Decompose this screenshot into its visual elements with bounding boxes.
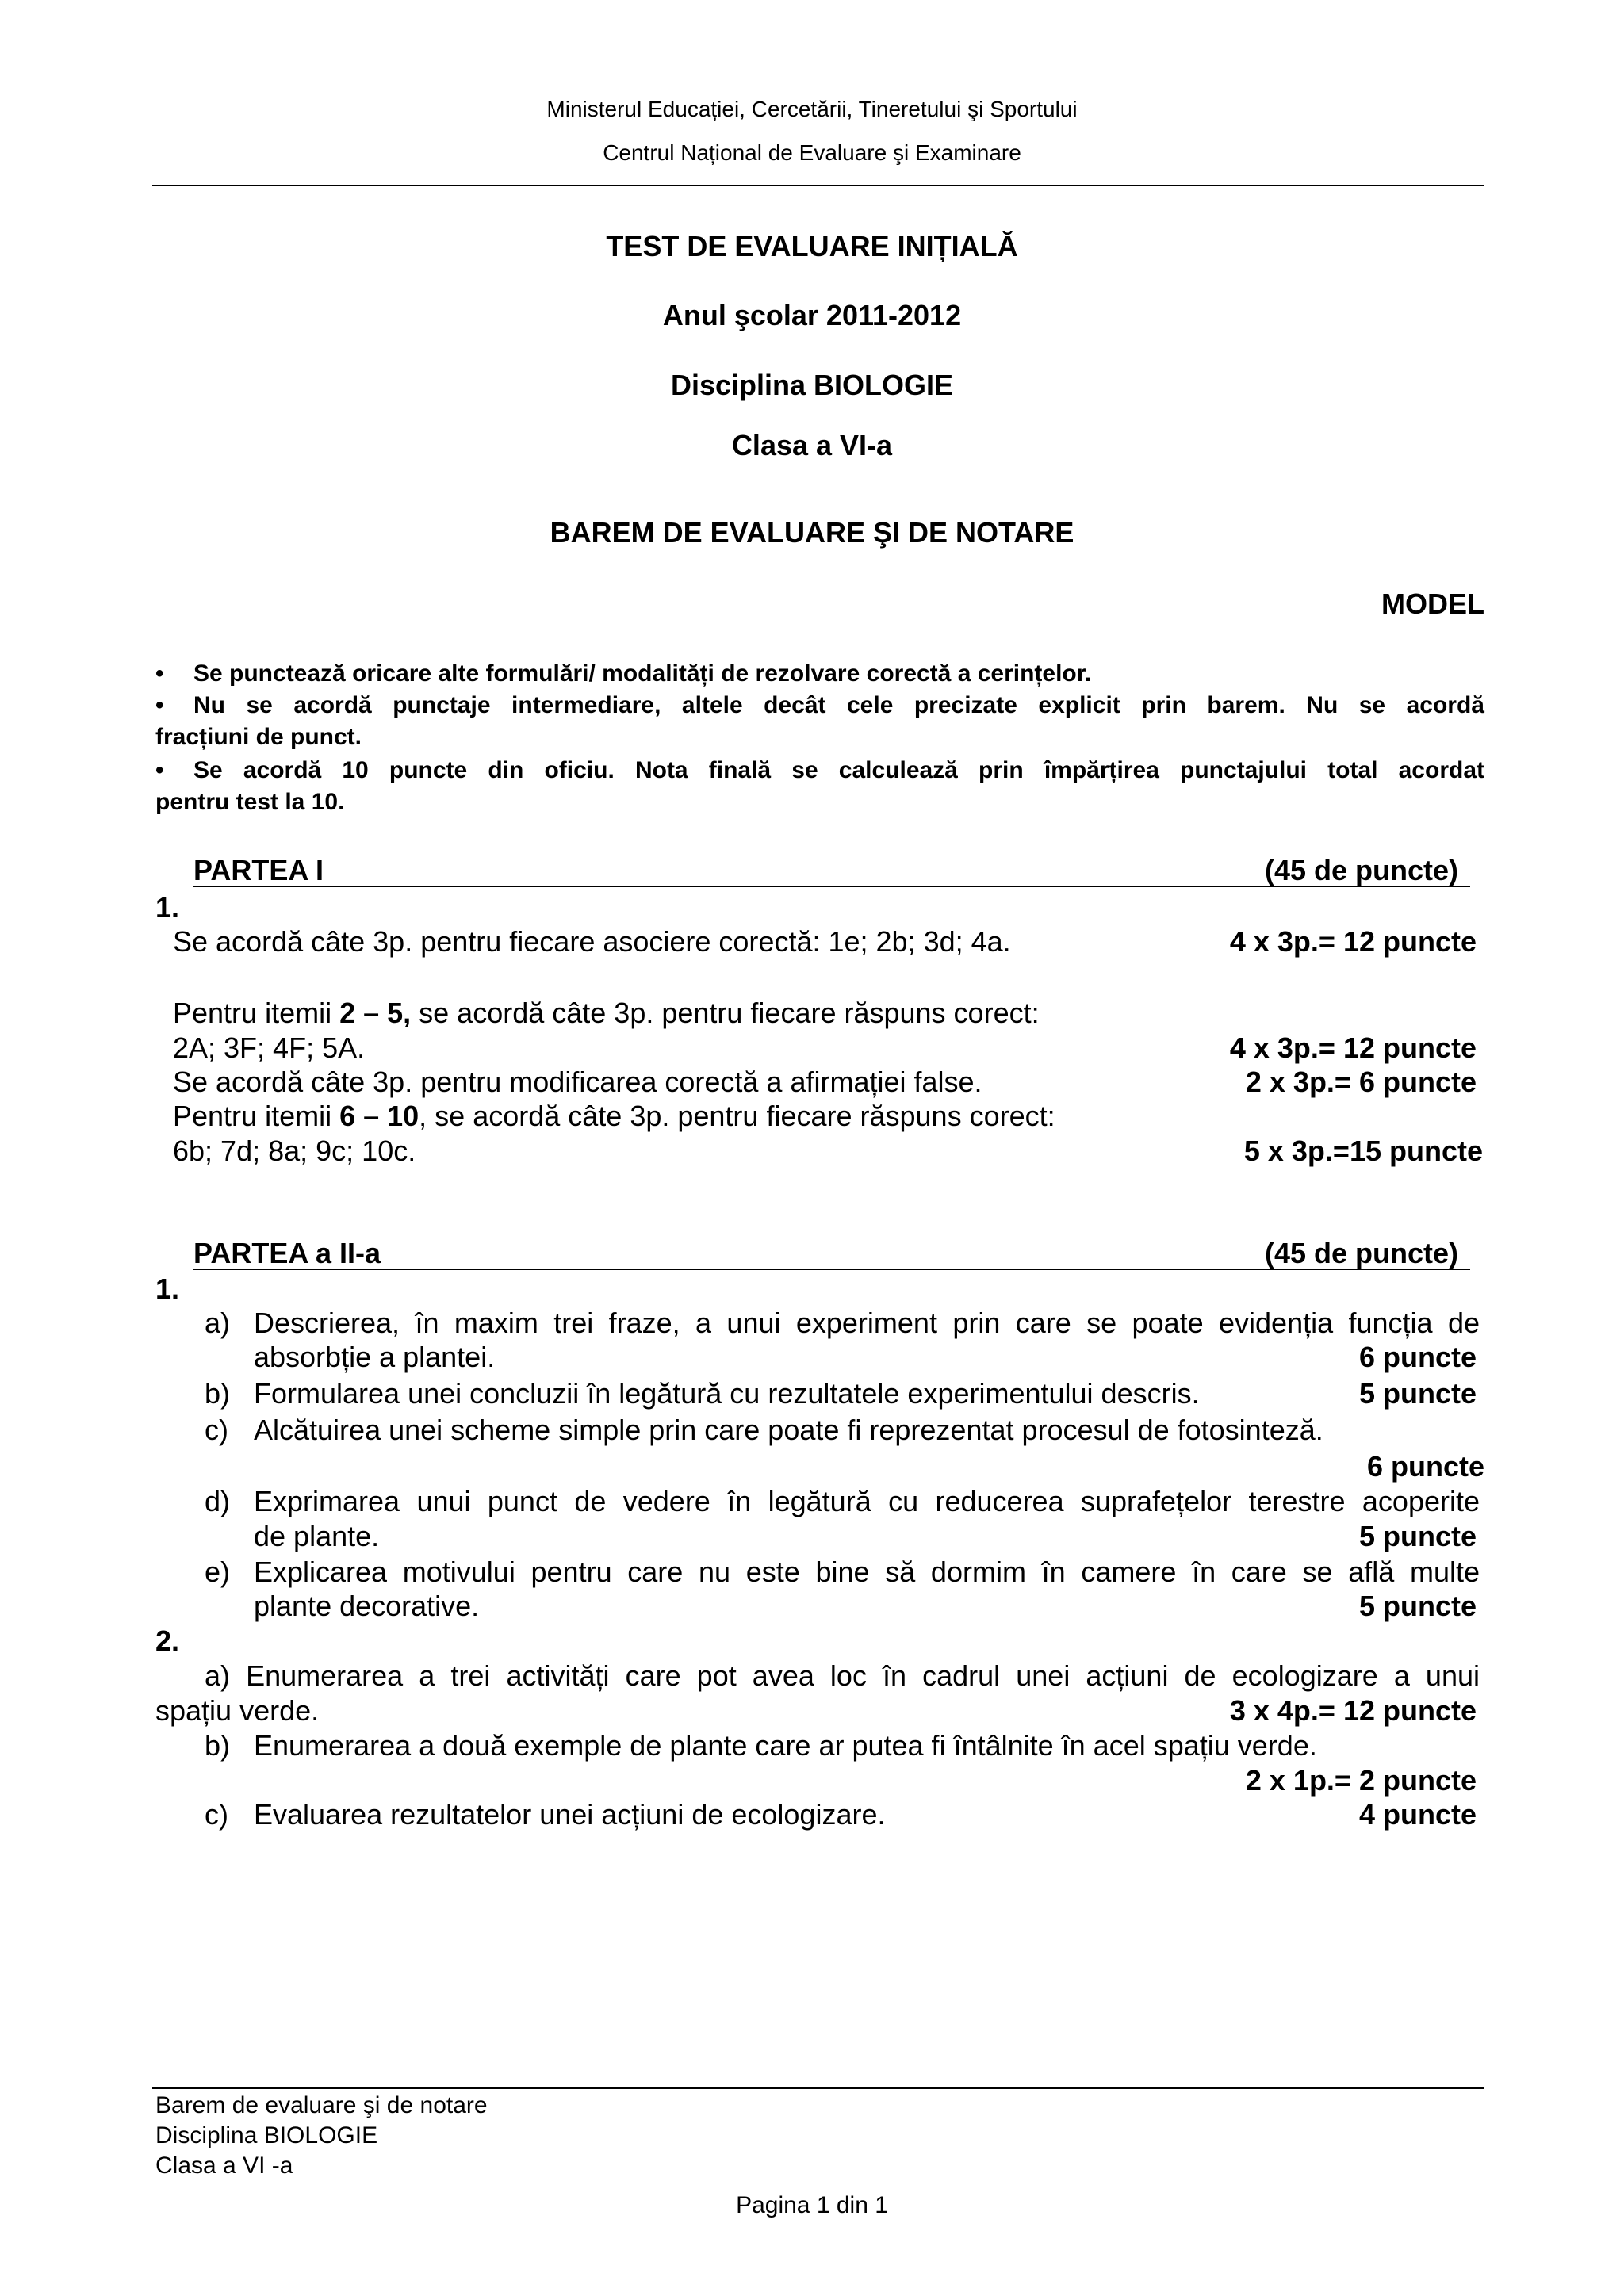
discipline-title: Disciplina BIOLOGIE <box>670 369 954 401</box>
part2-a-line2: absorbție a plantei. <box>254 1341 496 1373</box>
part2-b-line1: Formularea unei concluzii în legătură cu rezultatele experimentului descris. <box>254 1377 1200 1410</box>
part2-2c-label: c) <box>205 1798 228 1831</box>
part1-line5 <box>173 1100 1055 1133</box>
part2-points: (45 de puncte) <box>1265 1237 1459 1269</box>
part1-line2-post: se acordă câte 3p. pentru fiecare răspuns corect: <box>411 997 1040 1029</box>
rule-1: • Se punctează oricare alte formulări/ modalități de rezolvare corectă a cerințelor. <box>155 660 1092 687</box>
footer-barem: Barem de evaluare şi de notare <box>155 2092 488 2118</box>
ministry-name: Ministerul Educației, Cercetării, Tineretului şi Sportului <box>546 97 1078 121</box>
part2-e-line1: Explicarea motivului pentru care nu este bine să dormim în camere în care se află multe <box>254 1556 1480 1588</box>
part2-b-label: b) <box>205 1377 231 1410</box>
part1-line3-score: 4 x 3p.= 12 puncte <box>1229 1031 1477 1064</box>
part2-2a-line1: a) Enumerarea a trei activități care pot avea loc în cadrul unei acțiuni de ecologizare a unui <box>205 1659 1480 1692</box>
barem-title: BAREM DE EVALUARE ŞI DE NOTARE <box>550 516 1074 549</box>
part2-d-label: d) <box>205 1485 231 1517</box>
test-title: TEST DE EVALUARE INIȚIALĂ <box>606 230 1018 262</box>
part2-2b-label: b) <box>205 1729 231 1762</box>
part1-line4-score: 2 x 3p.= 6 puncte <box>1245 1066 1477 1098</box>
part2-a-line1: Descrierea, în maxim trei fraze, a unui experiment prin care se poate evidenția funcția de <box>254 1307 1480 1339</box>
part2-item1-number: 1. <box>155 1272 180 1305</box>
part2-d-score: 5 puncte <box>1358 1520 1477 1552</box>
part2-e-label: e) <box>205 1556 231 1588</box>
part2-2c-line1: Evaluarea rezultatelor unei acțiuni de ecologizare. <box>254 1798 886 1831</box>
part2-d-line1: Exprimarea unui punct de vedere în legătură cu reducerea suprafețelor terestre acoperite <box>254 1485 1480 1517</box>
part1-line2-items: 2 – 5, <box>339 997 412 1029</box>
part1-line5-pre: Pentru itemii <box>173 1100 340 1132</box>
part1-line1: Se acordă câte 3p. pentru fiecare asociere corectă: 1e; 2b; 3d; 4a. <box>173 925 1011 958</box>
part1-line3: 2A; 3F; 4F; 5A. <box>173 1031 366 1064</box>
class-title: Clasa a VI-a <box>731 429 893 461</box>
part2-2a-line2: spațiu verde. <box>155 1694 320 1727</box>
part2-2a-score: 3 x 4p.= 12 puncte <box>1229 1694 1477 1727</box>
part1-underline <box>193 886 1470 887</box>
part1-item1-number: 1. <box>155 891 180 924</box>
rule-2: • Nu se acordă punctaje intermediare, altele decât cele precizate explicit prin barem. Nu se acordă <box>155 692 1484 718</box>
part2-a-score: 6 puncte <box>1358 1341 1477 1373</box>
part2-2b-score: 2 x 1p.= 2 puncte <box>1245 1764 1477 1797</box>
evaluation-center-name: Centrul Național de Evaluare şi Examinare <box>603 140 1021 165</box>
school-year: Anul şcolar 2011-2012 <box>662 299 962 331</box>
rule-2-continuation: fracțiuni de punct. <box>155 724 362 750</box>
footer-divider <box>152 2087 1484 2089</box>
part2-c-line1: Alcătuirea unei scheme simple prin care poate fi reprezentat procesul de fotosinteză. <box>254 1414 1323 1446</box>
part2-item2-number: 2. <box>155 1624 180 1657</box>
rule-3-text-line1: Se acordă 10 puncte din oficiu. Nota finală se calculează prin împărțirea punctajului total acordat <box>193 757 1484 783</box>
part2-a-label: a) <box>205 1307 231 1339</box>
part2-d-line2: de plante. <box>254 1520 380 1552</box>
rule-2-text-line1: Nu se acordă punctaje intermediare, altele decât cele precizate explicit prin barem. Nu se acordă <box>193 692 1484 718</box>
part2-c-label: c) <box>205 1414 228 1446</box>
footer-discipline: Disciplina BIOLOGIE <box>155 2122 378 2149</box>
part1-line2 <box>173 997 1040 1030</box>
part1-line2-pre: Pentru itemii <box>173 997 340 1029</box>
rule-3-continuation: pentru test la 10. <box>155 789 345 815</box>
part2-2c-score: 4 puncte <box>1358 1798 1477 1831</box>
part1-line5-post: , se acordă câte 3p. pentru fiecare răspuns corect: <box>419 1100 1055 1132</box>
part1-line6-score: 5 x 3p.=15 puncte <box>1243 1135 1483 1167</box>
part1-line5-items: 6 – 10 <box>339 1100 419 1132</box>
part1-points: (45 de puncte) <box>1265 854 1459 886</box>
header-divider <box>152 185 1484 186</box>
rule-1-text: Se punctează oricare alte formulări/ modalități de rezolvare corectă a cerințelor. <box>193 660 1092 687</box>
part2-b-score: 5 puncte <box>1358 1377 1477 1410</box>
part2-2b-line1: Enumerarea a două exemple de plante care ar putea fi întâlnite în acel spațiu verde. <box>254 1729 1317 1762</box>
rule-3: • Se acordă 10 puncte din oficiu. Nota finală se calculează prin împărțirea punctajului total acordat <box>155 757 1484 783</box>
page-number: Pagina 1 din 1 <box>736 2192 888 2218</box>
part2-c-score: 6 puncte <box>1366 1450 1484 1483</box>
footer-class: Clasa a VI -a <box>155 2152 293 2179</box>
part1-title: PARTEA I <box>193 854 324 886</box>
part1-line4: Se acordă câte 3p. pentru modificarea corectă a afirmației false. <box>173 1066 982 1098</box>
part2-title: PARTEA a II-a <box>193 1237 381 1269</box>
part1-line1-score: 4 x 3p.= 12 puncte <box>1229 925 1477 958</box>
model-label: MODEL <box>1381 587 1484 620</box>
part2-e-line2: plante decorative. <box>254 1590 480 1622</box>
part2-underline <box>193 1269 1470 1270</box>
part1-line6: 6b; 7d; 8a; 9c; 10c. <box>173 1135 416 1167</box>
part2-e-score: 5 puncte <box>1358 1590 1477 1622</box>
